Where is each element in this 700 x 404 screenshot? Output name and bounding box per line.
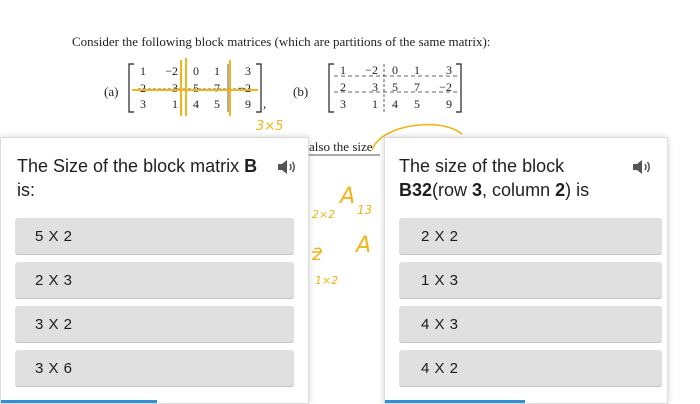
question-part: The size of the block — [399, 156, 565, 176]
speaker-icon[interactable] — [276, 158, 298, 176]
question-bold: 2 — [555, 180, 566, 200]
matrix-cell: 9 — [245, 97, 251, 111]
textbook-intro: Consider the following block matrices (which are partitions of the same matrix): — [72, 34, 491, 49]
note-1x2: 1×2 — [315, 274, 339, 287]
note-a2: A — [356, 233, 372, 258]
question-bold: B32 — [399, 180, 433, 200]
answer-option[interactable]: 5 X 2 — [15, 218, 294, 254]
note-a13-sub: 13 — [357, 203, 373, 217]
matrix-cell: 3 — [446, 63, 452, 77]
answer-option[interactable]: 2 X 3 — [15, 262, 294, 298]
matrix-cell: 5 — [214, 97, 220, 111]
matrix-cell: 2 — [140, 81, 146, 95]
quiz-card-right — [384, 137, 668, 404]
answer-option[interactable]: 1 X 3 — [399, 262, 662, 298]
matrix-cell: 5 — [193, 81, 199, 95]
matrix-cell: 5 — [392, 80, 398, 94]
question-text — [399, 154, 624, 202]
answer-option[interactable]: 4 X 2 — [399, 350, 662, 386]
matrix-cell: −2 — [165, 64, 178, 78]
answer-option[interactable]: 3 X 6 — [15, 350, 294, 386]
matrix-cell: 3 — [140, 97, 146, 111]
answer-option[interactable]: 3 X 2 — [15, 306, 294, 342]
matrix-b — [329, 63, 461, 112]
matrix-cell: 0 — [193, 64, 199, 78]
also-size-text: also the size — [309, 139, 373, 154]
matrix-cell: 7 — [414, 80, 420, 94]
matrix-a — [129, 58, 261, 116]
matrix-cell: −2 — [439, 80, 452, 94]
progress-bar — [1, 400, 157, 403]
matrix-cell: 0 — [392, 63, 398, 77]
matrix-cell: 1 — [214, 64, 220, 78]
label-b: (b) — [293, 84, 309, 99]
note-a13: A — [340, 184, 356, 209]
matrix-cell: 1 — [340, 63, 346, 77]
matrix-cell: −2 — [238, 81, 251, 95]
matrix-cell: 3 — [172, 81, 178, 95]
answer-option[interactable]: 4 X 3 — [399, 306, 662, 342]
question-text — [17, 154, 267, 202]
question-part: is: — [17, 180, 35, 200]
note-2x2: 2×2 — [312, 208, 336, 221]
matrix-cell: 3 — [340, 97, 346, 111]
matrix-cell: 7 — [214, 81, 220, 95]
question-part: (row — [432, 180, 473, 200]
matrix-cell: 4 — [392, 97, 398, 111]
question-part: , column — [482, 180, 556, 200]
label-a: (a) — [104, 84, 119, 99]
note-2: 2 — [312, 245, 323, 265]
question-bold: B — [244, 156, 258, 176]
question-bold: 3 — [472, 180, 483, 200]
matrix-cell: 3 — [245, 64, 251, 78]
quiz-card-left — [0, 137, 309, 404]
matrix-comma: , — [263, 96, 267, 111]
matrix-cell: 4 — [193, 97, 199, 111]
matrix-cell: 2 — [340, 80, 346, 94]
question-part: ) is — [565, 180, 590, 200]
matrix-cell: 1 — [140, 64, 146, 78]
matrix-cell: 9 — [446, 97, 452, 111]
note-3x5: 3×5 — [256, 119, 284, 134]
matrix-cell: 3 — [372, 80, 378, 94]
matrix-cell: 1 — [372, 97, 378, 111]
matrix-cell: 1 — [414, 63, 420, 77]
matrix-cell: −2 — [365, 63, 378, 77]
answer-option[interactable]: 2 X 2 — [399, 218, 662, 254]
matrix-cell: 1 — [172, 97, 178, 111]
progress-bar — [385, 400, 525, 403]
matrix-cell: 5 — [414, 97, 420, 111]
question-part: The Size of the block matrix — [17, 156, 245, 176]
speaker-icon[interactable] — [631, 158, 653, 176]
